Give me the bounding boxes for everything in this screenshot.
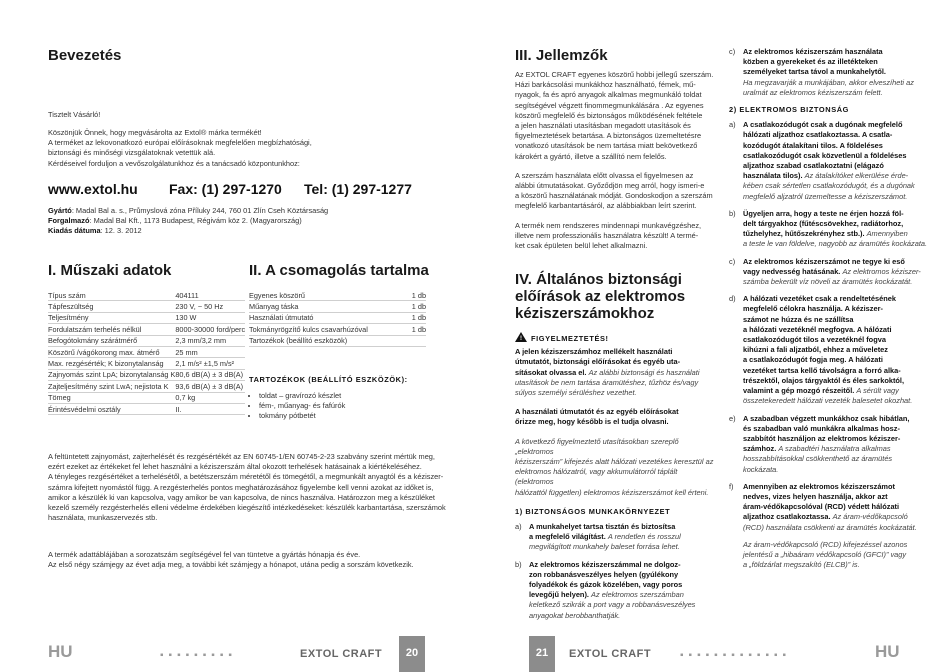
- page-number: 20: [399, 636, 425, 672]
- cell-label: Köszörű /vágókorong max. átmérő: [48, 346, 175, 357]
- section-heading: 2) ELEKTROMOS BIZTONSÁG: [729, 105, 850, 115]
- warning-block: ! FIGYELMEZTETÉS! A jelen kéziszerszámhoz mellékelt használati útmutatót, biztonsági előírásokat és egyéb uta- sításokat olvassa el. Az alábbi biztonsági és használati utasítások be nem tartása áramütéshez, tűzhöz és/vagy súlyos személyi sérüléshez vezethet. A használati útmutatót és az egyéb előírásokat őrizze meg, hogy később is el tudja olvasni. A következő figyelmeztető utasításokban szereplő „elektromos kéziszerszám” kifejezés alatt hálózati vezetékes keresztül az elektromos hálózatról, vagy akkumulátorról táplált (elektromos hálózattól független) elektromos kéziszerszámot kell érteni. 1) BIZTONSÁGOS MUNKAKÖRNYEZET a) A munkahelyet tartsa tisztán és biztosítsa a megfelelő világítást. A rendetlen és rosszul megvilágított munkahely baleset forrása lehet. b) Az elektromos kéziszerszámmal ne dolgoz- zon robbanásveszélyes helyen (gyúlékony folyadékok és gázok közelében, vagy poros levegőjű helyen). Az elektromos szerszámban keletkező szikrák a port vagy a robbanásveszélyes anyagokat berobbanthatják.: [515, 334, 714, 620]
- features-paragraph: A szerszám használata előtt olvassa el figyelmesen az alábbi útmutatásokat. Győződjön meg arról, hogy ismeri-e a köszörű használatának módját. Gondoskodjon a szerszám megfelelő karbantartásáról, az alábbiakban leírt szerint.: [515, 170, 713, 211]
- features-paragraph: Az EXTOL CRAFT egyenes köszörű hobbi jellegű szerszám. Házi barkácsolási munkákhoz használható, fémek, mű- nyagok, fa és apró anyagok alkalmas megmunkáló toldat segítségével végzett finommegmunkálására . Az egyenes köszörű megfelelő és biztonságos működésének feltétele a jelen használati utasításban megadott utasítások és figyelmeztetések betartása. A biztonságos üzemeltetésre vonatkozó utasítások be nem tartása miatt bekövetkező károkért a gyártó, illetve a szállító nem felelős.: [515, 70, 714, 161]
- cell-label: Használati útmutató: [249, 312, 389, 323]
- footer-dots: ▪▪▪▪▪▪▪▪▪: [160, 650, 237, 661]
- spec-row: [48, 290, 245, 301]
- issue-date-line: Kiadás dátuma: 12. 3. 2012: [48, 226, 142, 236]
- distributor-line: Forgalmazó: Madal Bal Kft., 1173 Budapest, Régivám köz 2. (Magyarország): [48, 216, 302, 226]
- language-code: HU: [48, 642, 73, 661]
- warning-label: FIGYELMEZTETÉS!: [531, 334, 609, 343]
- cell-label: Érintésvédelmi osztály: [48, 403, 175, 414]
- serial-number-note: A termék adattáblájában a sorozatszám segítségével fel van tüntetve a gyártás hónapja és éve. Az első négy számjegy az évet adja meg, a további két számjegy a hónapot, utána pedig a sorszám következik.: [48, 550, 414, 570]
- intro-line: Kérdéseivel forduljon a vevőszolgálatunkhoz és a tanácsadó központunkhoz:: [48, 158, 300, 168]
- list-item: c) Az elektromos kéziszerszámot ne tegye ki eső vagy nedvesség hatásának. Az elektromos kéziszer- számba bekerült víz növeli az áramütés kockázatát.: [729, 256, 921, 287]
- accessory-item: • fém-, műanyag- és fafúrók: [259, 401, 429, 411]
- package-row: [249, 324, 426, 335]
- cell-label: Tápfeszültség: [48, 301, 175, 312]
- cell-label: Egyenes köszörű: [249, 290, 389, 301]
- noise-vibration-note: A feltüntetett zajnyomást, zajterhelését és rezgésértékét az EN 60745-1/EN 60745-2-23 szabvány szerint mértük meg, ezért ezeket az értékeket fel lehet használni a kéziszerszám által okozott terhelések hatásainak a kiértékeléséhez. A tényleges rezgésértéket a terhelésétől, a betétszerszám méretétől és tömegétől, a megmunkált anyagtól és a kéziszer- számra kifejtett nyomástól függ. A rezgésterhelés pontos meghatározásához figyelembe kell venni azokat az időket is, amikor a készülék ki van kapcsolva, vagy amikor be van kapcsolva, de nincs használva. Határozzon meg a készüléket kezelő személy rezgésterhelés elleni védelme érdekében kiegészítő intézkedéseket: készülék karbantartása, szerszámok használata, munkaszervezés stb.: [48, 452, 446, 523]
- list-item: e) A szabadban végzett munkákhoz csak hibátlan, és szabadban való munkákra alkalmas hosz- szabbítót használjon az elektromos kéziszer- számhoz. A szabadtéri használatra alkalmas hosszabbításokkal csökkenthető az áramütés kockázata.: [729, 413, 910, 474]
- list-item: f) Amennyiben az elektromos kéziszerszámot nedves, vizes helyen használja, akkor azt áram-védőkapcsolóval (RCD) védett hálózati aljzathoz csatlakoztassa. Az áram-védőkapcsoló (RCD) használata csökkenti az áramütés kockázatát.: [729, 481, 917, 532]
- footer-dots: ▪▪▪▪▪▪▪▪▪▪▪▪▪: [680, 650, 792, 661]
- package-table: [249, 290, 426, 347]
- section-heading: 1) BIZTONSÁGOS MUNKAKÖRNYEZET: [515, 506, 671, 516]
- features-title: III. Jellemzők: [515, 47, 608, 64]
- intro-line: biztonsági és minőségi vizsgálatoknak vetettük alá.: [48, 148, 216, 158]
- rcd-note: Az áram-védőkapcsoló (RCD) kifejezéssel azonos jelentésű a „hibaáram védőkapcsoló (GFCI)” vagy a „földzárlat megszakító (ELCB)” is.: [743, 539, 908, 570]
- package-title: II. A csomagolás tartalma: [249, 262, 429, 279]
- spec-row: [48, 301, 245, 312]
- accessories-title: TARTOZÉKOK (BEÁLLÍTÓ ESZKÖZÖK):: [249, 375, 408, 384]
- list-item: a) A munkahelyet tartsa tisztán és biztosítsa a megfelelő világítást. A rendetlen és rosszul megvilágított munkahely baleset forrása lehet.: [515, 522, 681, 552]
- safety-column-2: [729, 47, 929, 570]
- cell-label: Műanyag táska: [249, 301, 389, 312]
- specs-title: I. Műszaki adatok: [48, 262, 172, 279]
- cell-value: 2,3 mm/3,2 mm: [175, 335, 245, 346]
- extol-logo: EXTOL CRAFT: [300, 648, 383, 660]
- cell-value: 1 db: [389, 301, 426, 312]
- cell-label: Típus szám: [48, 290, 175, 301]
- language-code: HU: [875, 642, 900, 661]
- spec-row: [48, 369, 245, 380]
- list-item: b) Az elektromos kéziszerszámmal ne dolgoz- zon robbanásveszélyes helyen (gyúlékony folyadékok és gázok közelében, vagy poros levegőjű helyen). Az elektromos szerszámban keletkező szikrák a port vagy a robbanásveszélyes anyagokat berobbanthatják.: [515, 559, 696, 620]
- website-link[interactable]: www.extol.hu: [48, 181, 138, 197]
- cell-value: 2,1 m/s² ±1,5 m/s²: [175, 358, 245, 369]
- intro-line: A terméket az lekovonatkozó európai előírásoknak megfelelően megbízhatósági,: [48, 138, 312, 148]
- spec-row: [48, 324, 245, 335]
- cell-label: Tartozékok (beállító eszközök): [249, 335, 389, 346]
- features-text: [515, 70, 715, 260]
- cell-value: 1 db: [389, 312, 426, 323]
- specs-table: [48, 290, 245, 415]
- producer-line: Gyártó: Madal Bal a. s., Průmyslová zóna Příluky 244, 760 01 Zlín Cseh Köztársaság: [48, 206, 329, 215]
- cell-value: II.: [175, 403, 245, 414]
- tel-number: Tel: (1) 297-1277: [304, 181, 412, 197]
- extol-logo: EXTOL CRAFT: [569, 648, 652, 660]
- warning-icon: !: [515, 332, 527, 342]
- cell-label: Max. rezgésérték; K bizonytalanság: [48, 358, 175, 369]
- cell-label: Tömeg: [48, 392, 175, 403]
- greeting: Tisztelt Vásárló!: [48, 110, 101, 119]
- cell-value: 130 W: [175, 312, 245, 323]
- safety-title: IV. Általános biztonsági előírások az elektromos kéziszerszámokhoz: [515, 271, 686, 322]
- cell-label: Tokmányrögzítő kulcs csavarhúzóval: [249, 324, 389, 335]
- package-row: [249, 312, 426, 323]
- cell-label: Zajnyomás szint LpA; bizonytalanság K: [48, 370, 176, 380]
- cell-label: Befogótokmány szárátmérő: [48, 335, 175, 346]
- list-item: c) Az elektromos kéziszerszám használata közben a gyerekeket és az illetékteken személyeket tartsa távol a munkahelytől. Ha megzavarják a munkájában, akkor elveszíheti az uralmát az elektromos kéziszerszám felett.: [729, 47, 914, 97]
- accessory-item: • toldat – gravírozó készlet: [259, 391, 429, 401]
- accessories-list: [249, 391, 429, 422]
- page-number: 21: [529, 636, 555, 672]
- accessory-item: • tokmány pótbetét: [259, 411, 429, 421]
- cell-value: 25 mm: [175, 346, 245, 357]
- list-item: a) A csatlakozódugót csak a dugónak megfelelő hálózati aljzathoz csatlakoztassa. A csatla- kozódugót átalakítani tilos. A földeléses csatlakozódugót csak közvetlenül a földeléses aljzathoz szabad csatlakoztatni (elágazó használata tilos). Az átalakítóket elkerülése érde- kében csak sértetlen csatlakozódugót, és a dugónak megfelelő aljzatról üzemeltesse a kéziszerszámot.: [729, 120, 915, 201]
- cell-value: 404111: [175, 290, 245, 301]
- features-paragraph: A termék nem rendszeres mindennapi munkavégzéshez, illetve nem professzionális használatra készült! A termé- ket csak épületen belül lehet alkalmazni.: [515, 220, 702, 251]
- cell-value: [389, 335, 426, 346]
- cell-value: 1 db: [389, 324, 426, 335]
- list-item: b) Ügyeljen arra, hogy a teste ne érjen hozzá föl- delt tárgyakhoz (fűtéscsövekhez, radiátorhoz, tűzhelyhez, hűtőszekrényhez stb.). Amennyiben a teste le van földelve, nagyobb az áramütés kockázata.: [729, 208, 928, 249]
- intro-text: [48, 128, 448, 169]
- cell-label: Fordulatszám terhelés nélkül: [48, 324, 175, 335]
- right-page: [475, 0, 950, 672]
- intro-line: Köszönjük Önnek, hogy megvásárolta az Extol® márka termékét!: [48, 128, 262, 137]
- list-item: d) A hálózati vezetéket csak a rendeltetésének megfelelő célokra használja. A kéziszer- számot ne húzza és ne szállítsa a hálózati vezetéknél megfogva. A hálózati csatlakozódugót tilos a vezetéknél fogva kihúzni a fali aljzatból, ehhez a műveletez a csatlakozódugót fogja meg. A hálózati vezetéket tartsa kellő távolságra a forró alka- trészektől, olajos tárgyaktól és éles sarkoktól, valamint a gép mozgó részeitől. A sérült vagy összetekeredett hálózati vezeték balesetet okozhat.: [729, 294, 913, 406]
- spec-row: [48, 312, 245, 323]
- package-row: [249, 290, 426, 301]
- package-row: [249, 301, 426, 312]
- package-row: [249, 335, 426, 346]
- spec-row: [48, 346, 245, 357]
- fax-number: Fax: (1) 297-1270: [169, 181, 282, 197]
- spec-row: [48, 335, 245, 346]
- cell-value: 230 V, ~ 50 Hz: [175, 301, 245, 312]
- spec-row: [48, 403, 245, 414]
- cell-value: 93,6 dB(A) ± 3 dB(A): [175, 381, 245, 392]
- spec-row: [48, 392, 245, 403]
- page-title-bevezetes: Bevezetés: [48, 47, 122, 64]
- cell-value: 8000-30000 ford/perc: [175, 324, 246, 334]
- spec-row: [48, 358, 245, 369]
- cell-label: Zajteljesítmény szint LwA; nejistota K: [48, 381, 175, 392]
- cell-value: 80,6 dB(A) ± 3 dB(A): [175, 369, 245, 380]
- cell-value: 0,7 kg: [175, 392, 245, 403]
- spec-row: [48, 381, 245, 392]
- cell-label: Teljesítmény: [48, 312, 175, 323]
- cell-value: 1 db: [389, 290, 426, 301]
- producer-info: [48, 206, 458, 237]
